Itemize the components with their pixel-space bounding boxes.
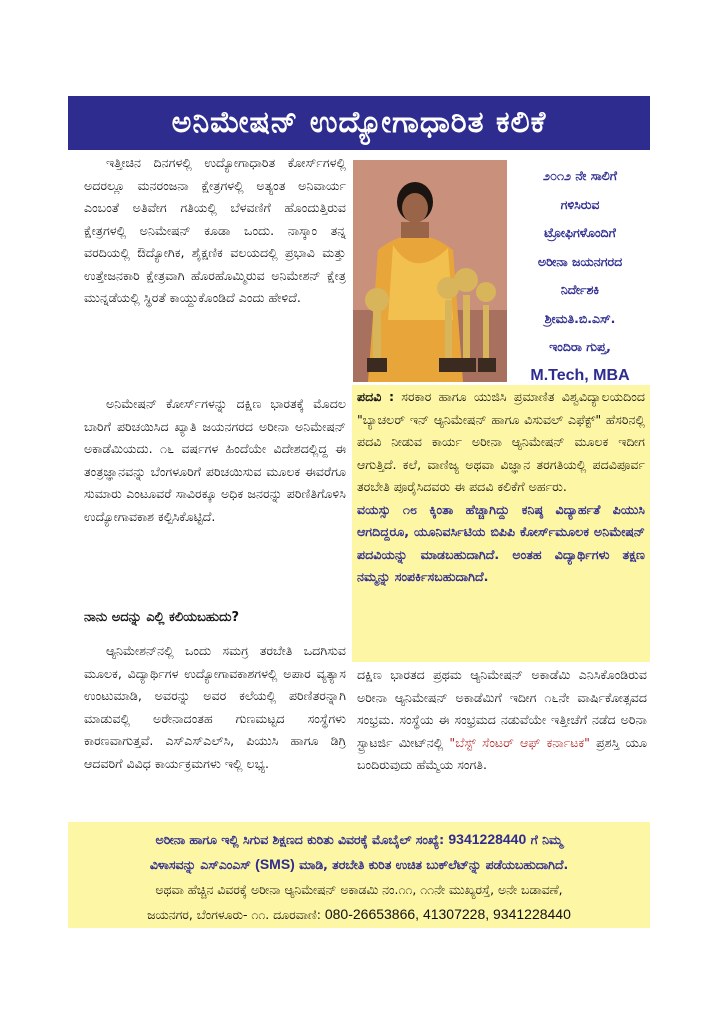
caption-line-year: ೨೦೧೨ ನೇ ಸಾಲಿಗೆ (542, 168, 618, 183)
caption-line-earned: ಗಳಿಸಿರುವ (560, 196, 600, 212)
eligibility-paragraph: ವಯಸ್ಸು ೧೮ ಕ್ಕಿಂತಾ ಹೆಚ್ಚಾಗಿದ್ದು ಕನಿಷ್ಠ ವಿದ್ಯಾರ್ಹತೆ ಪಿಯುಸಿ ಆಗದಿದ್ದರೂ, ಯೂನಿವರ್ಸಿಟಿಯ ಬಿಪಿಪಿ ಕೋರ್ಸ್‌ಮೂಲಕ ಅನಿಮೇಷನ್ ಪದವಿಯನ್ನು ಮಾಡಬಹುದಾಗಿದೆ. ಅಂತಹ ವಿದ್ಯಾರ್ಥಿಗಳು ತಕ್ಷಣ ನಮ್ಮನ್ನು ಸಂಪರ್ಕಿಸಬಹುದಾಗಿದೆ. (357, 501, 645, 584)
photo-illustration (353, 160, 507, 382)
caption-line-trophies: ಟ್ರೋಫಿಗಳೊಂದಿಗೆ (544, 225, 616, 240)
section-heading-where-to-learn: ನಾನು ಅದನ್ನು ಎಲ್ಲಿ ಕಲಿಯಬಹುದು? (84, 610, 240, 625)
right-column-anniversary (357, 664, 647, 777)
caption-line-name: ಶ್ರೀಮತಿ.ಬಿ.ಎಸ್. (544, 310, 616, 326)
footer-line-sms (68, 852, 650, 877)
contact-footer (68, 822, 650, 928)
degree-paragraph (357, 386, 645, 499)
left-column-training (84, 640, 346, 775)
caption-line-director: ನಿರ್ದೇಶಕಿ (560, 282, 600, 297)
degree-label: ಪದವಿ : (357, 389, 395, 404)
headline-title: ಅನಿಮೇಷನ್ ಉದ್ಯೋಗಾಧಾರಿತ ಕಲಿಕೆ (171, 105, 547, 140)
caption-line-arena: ಅರೀನಾ ಜಯನಗರದ (537, 253, 623, 269)
footer-phone-numbers: 080-26653866, 41307228, 9341228440 (324, 906, 571, 922)
left-column-history (84, 393, 346, 528)
footer-mobile-text-end: ಗೆ ನಿಮ್ಮ (530, 832, 563, 847)
award-name: "ಬೆಸ್ಟ್ ಸೆಂಟರ್ ಆಫ್ ಕರ್ನಾಟಕ" (449, 734, 590, 750)
footer-line-address: ಅಥವಾ ಹೆಚ್ಚಿನ ವಿವರಕ್ಕೆ ಅರೀನಾ ಆ್ಯನಿಮೇಷನ್ ಅಕಾಡಮಿ ನಂ.೧೧, ೧೧ನೇ ಮುಖ್ಯರಸ್ತೆ, ಅನೇ ಬಡಾವಣೆ, (155, 882, 563, 897)
footer-line-phone (68, 902, 650, 927)
left-column-intro (84, 152, 346, 310)
anniversary-text: ದಕ್ಷಿಣ ಭಾರತದ ಪ್ರಥಮ ಆ್ಯನಿಮೇಷನ್ ಅಕಾಡೆಮಿ ಎನಿಸಿಕೊಂಡಿರುವ ಅರೀನಾ ಆ್ಯನಿಮೇಷನ್ ಅಕಾಡೆಮಿಗೆ ಇದೀಗ ೧೬ನೇ ವಾರ್ಷಿಕೋತ್ಸವದ ಸಂಭ್ರಮ. ಸಂಸ್ಥೆಯ ಈ ಸಂಭ್ರಮದ ನಡುವೆಯೇ ಇತ್ತೀಚೆಗೆ ನಡೆದ ಅರಿನಾ ಸ್ಟ್ರಾಟರ್ಜಿ ಮೀಟ್‌ನಲ್ಲಿ (357, 667, 647, 750)
history-paragraph: ಅನಿಮೇಷನ್ ಕೋರ್ಸ್‌ಗಳನ್ನು ದಕ್ಷಿಣ ಭಾರತಕ್ಕೆ ಮೊದಲ ಬಾರಿಗೆ ಪರಿಚಯಿಸಿದ ಖ್ಯಾತಿ ಜಯನಗರದ ಅರೀನಾ ಅನಿಮೇಷನ್ ಅಕಾಡೆಮಿಯದು. ೧೬ ವರ್ಷಗಳ ಹಿಂದೆಯೇ ವಿದೇಶದಲ್ಲಿದ್ದ ಈ ತಂತ್ರಜ್ಞಾನವನ್ನು ಬೆಂಗಳೂರಿಗೆ ಪರಿಚಯಿಸುವ ಮೂಲಕ ಈವರೆಗೂ ಸುಮಾರು ಎಂಟೂವರೆ ಸಾವಿರಕ್ಕೂ ಅಧಿಕ ಜನರನ್ನು ಪರಿಣಿತಿಗೊಳಿಸಿ ಉದ್ಯೋಗಾವಕಾಶ ಕಲ್ಪಿಸಿಕೊಟ್ಟಿದೆ. (84, 396, 346, 524)
footer-mobile-number: 9341228440 (448, 831, 527, 847)
footer-sms-text: ವಿಳಾಸವನ್ನು ಎಸ್‌ಎಂಎಸ್ (149, 857, 251, 872)
footer-sms-text-end: ಮಾಡಿ, ತರಬೇತಿ ಕುರಿತ ಉಚಿತ ಬುಕ್‌ಲೆಟ್‌ನ್ನು ಪಡೆಯಬಹುದಾಗಿದೆ. (299, 857, 569, 872)
degree-text: ಸರಕಾರ ಹಾಗೂ ಯುಜಿಸಿ ಪ್ರಮಾಣಿತ ವಿಶ್ವವಿದ್ಯಾಲಯದಿಂದ "ಬ್ಯಾಚಲರ್ ಇನ್ ಆ್ಯನಿಮೇಷನ್ ಹಾಗೂ ವಿಸುವಲ್ ಎಫೆಕ್ಟ್" ಹೆಸರಿನಲ್ಲಿ ಪದವಿ ನೀಡುವ ಕಾರ್ಯ ಅರೀನಾ ಆ್ಯನಿಮೇಷನ್ ಮೂಲಕ ಇದೀಗ ಆಗುತ್ತಿದೆ. ಕಲೆ, ವಾಣಿಜ್ಯ ಅಥವಾ ವಿಜ್ಞಾನ ತರಗತಿಯಲ್ಲಿ ಪದವಿಪೂರ್ವ ತರಬೇತಿ ಪೂರೈಸಿದವರು ಈ ಪದವಿ ಕಲಿಕೆಗೆ ಅರ್ಹರು. (357, 389, 645, 494)
footer-line-mobile (68, 827, 650, 852)
intro-paragraph: ಇತ್ತೀಚಿನ ದಿನಗಳಲ್ಲಿ ಉದ್ಯೋಗಾಧಾರಿತ ಕೋರ್ಸ್‌ಗಳಲ್ಲಿ ಅದರಲ್ಲೂ ಮನರಂಜನಾ ಕ್ಷೇತ್ರಗಳಲ್ಲಿ ಅತ್ಯಂತ ಅನಿವಾರ್ಯ ಎಂಬಂತೆ ಅತಿವೇಗ ಗತಿಯಲ್ಲಿ ಬೆಳವಣಿಗೆ ಹೊಂದುತ್ತಿರುವ ಕ್ಷೇತ್ರಗಳಲ್ಲಿ ಅನಿಮೇಷನ್ ಕೂಡಾ ಒಂದು. ನಾಸ್ಕಾಂ ತನ್ನ ವರದಿಯಲ್ಲಿ ಔದ್ಯೋಗಿಕ, ಶೈಕ್ಷಣಿಕ ವಲಯದಲ್ಲಿ ಪ್ರಭಾವಿ ಮತ್ತು ಉತ್ತೇಜನಕಾರಿ ಕ್ಷೇತ್ರವಾಗಿ ಹೊರಹೊಮ್ಮಿರುವ ಅನಿಮೇಶನ್ ಕ್ಷೇತ್ರ ಮುನ್ನಡೆಯಲ್ಲಿ ಸ್ಥಿರತೆ ಕಾಯ್ದುಕೊಂಡಿದೆ ಎಂದು ಹೇಳಿದೆ. (84, 155, 346, 305)
degree-info (357, 386, 645, 589)
photo-caption (510, 162, 650, 390)
caption-line-surname: ಇಂದಿರಾ ಗುಪ್ತ, (549, 339, 611, 354)
footer-sms-tag: (SMS) (255, 856, 295, 872)
training-paragraph: ಆ್ಯನಿಮೇಶನ್‌ನಲ್ಲಿ ಒಂದು ಸಮಗ್ರ ತರಬೇತಿ ಒದಗಿಸುವ ಮೂಲಕ, ವಿದ್ಯಾರ್ಥಿಗಳ ಉದ್ಯೋಗಾವಕಾಶಗಳಲ್ಲಿ ಅಪಾರ ವ್ಯತ್ಯಾಸ ಉಂಟುಮಾಡಿ, ಅವರನ್ನು ಅವರ ಕಲೆಯಲ್ಲಿ ಪರಿಣಿತರನ್ನಾಗಿ ಮಾಡುವಲ್ಲಿ ಅರೇನಾದಂತಹ ಗುಣಮಟ್ಟದ ಸಂಸ್ಥೆಗಳು ಕಾರಣವಾಗುತ್ತವೆ. ಎಸ್‌ಎಸ್‌ಎಲ್‌ಸಿ, ಪಿಯುಸಿ ಹಾಗೂ ಡಿಗ್ರಿ ಆದವರಿಗೆ ವಿವಿಧ ಕಾರ್ಯಕ್ರಮಗಳು ಇಲ್ಲಿ ಲಭ್ಯ. (84, 643, 346, 771)
footer-city-text: ಜಯನಗರ, ಬೆಂಗಳೂರು- ೧೧. ದೂರವಾಣಿ: (147, 907, 321, 922)
anniversary-paragraph (357, 664, 647, 777)
director-trophies-photo (353, 160, 507, 382)
footer-mobile-text: ಅರೀನಾ ಹಾಗೂ ಇಲ್ಲಿ ಸಿಗುವ ಶಿಕ್ಷಣದ ಕುರಿತು ವಿವರಕ್ಕೆ ಮೊಬೈಲ್ ಸಂಖ್ಯೆ: (155, 832, 445, 847)
anniversary-text-end: ಪ್ರಶಸ್ತಿ ಯೂ ಬಂದಿರುವುದು ಹೆಮ್ಮೆಯ ಸಂಗತಿ. (357, 734, 648, 772)
headline-banner (68, 96, 650, 150)
caption-line-degrees: M.Tech, MBA (530, 366, 630, 384)
